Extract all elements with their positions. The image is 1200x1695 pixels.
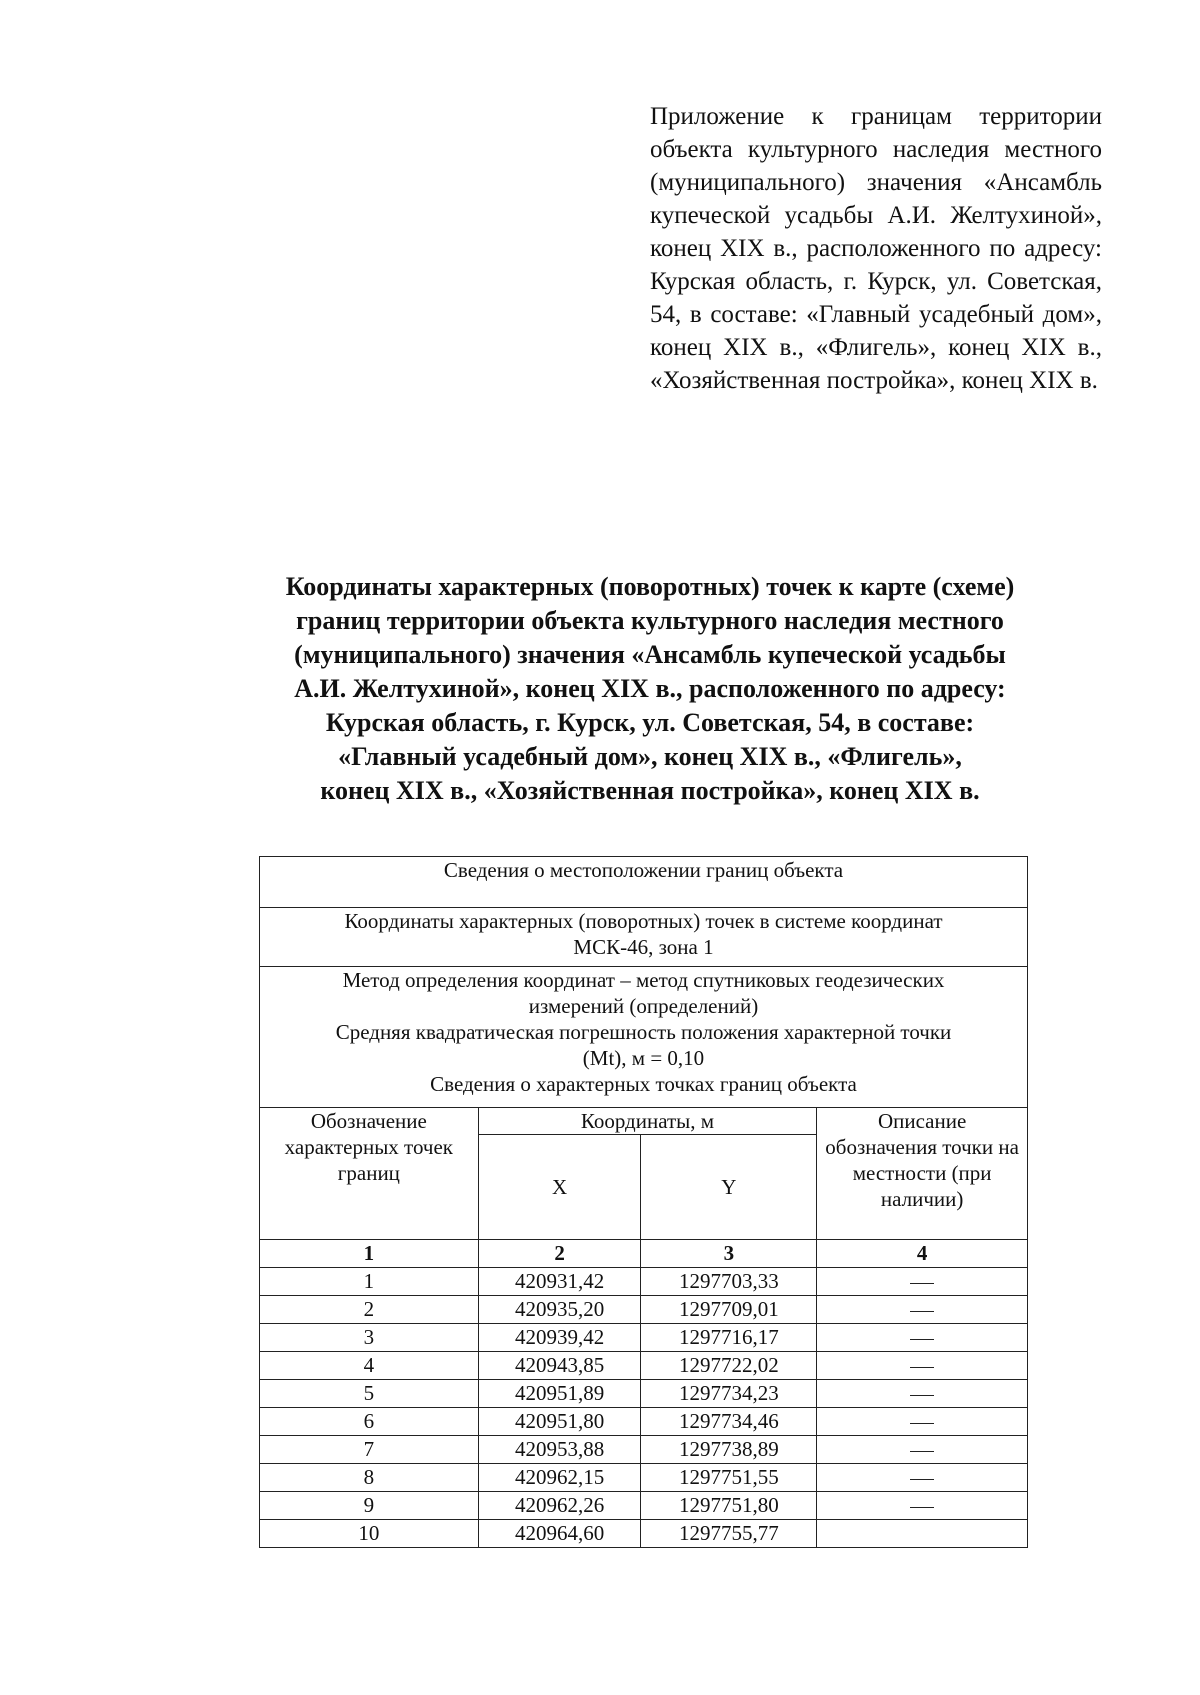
dash-mark — [910, 1283, 934, 1284]
col-x: X — [478, 1135, 641, 1240]
cell-n: 1 — [260, 1268, 479, 1296]
cell-n: 7 — [260, 1436, 479, 1464]
table-row — [260, 1408, 1028, 1436]
cell-x: 420951,89 — [478, 1380, 641, 1408]
dash-mark — [910, 1451, 934, 1452]
header-method — [260, 967, 1028, 1108]
cell-x: 420953,88 — [478, 1436, 641, 1464]
cell-y: 1297734,46 — [641, 1408, 817, 1436]
cell-y: 1297703,33 — [641, 1268, 817, 1296]
cell-x: 420935,20 — [478, 1296, 641, 1324]
cell-x: 420964,60 — [478, 1520, 641, 1548]
cell-n: 4 — [260, 1352, 479, 1380]
table-row — [260, 1268, 1028, 1296]
cell-x: 420962,15 — [478, 1464, 641, 1492]
cell-y: 1297755,77 — [641, 1520, 817, 1548]
dash-mark — [910, 1311, 934, 1312]
cell-description — [817, 1380, 1028, 1408]
title-line: (муниципального) значения «Ансамбль купеческой усадьбы — [294, 640, 1006, 669]
col-description: Описание обозначения точки на местности (при наличии) — [817, 1108, 1028, 1240]
header-method-line: измерений (определений) — [528, 994, 759, 1018]
cell-y: 1297751,55 — [641, 1464, 817, 1492]
dash-mark — [910, 1395, 934, 1396]
header-points-info: Сведения о характерных точках границ объекта — [430, 1072, 857, 1096]
cell-description — [817, 1296, 1028, 1324]
header-accuracy-line: Средняя квадратическая погрешность положения характерной точки — [335, 1020, 952, 1044]
col-point-name: Обозначение характерных точек границ — [260, 1108, 479, 1240]
title-line: Координаты характерных (поворотных) точек к карте (схеме) — [285, 572, 1015, 601]
cell-n: 10 — [260, 1520, 479, 1548]
cell-description — [817, 1464, 1028, 1492]
cell-x: 420943,85 — [478, 1352, 641, 1380]
col-number: 3 — [641, 1240, 817, 1268]
cell-y: 1297751,80 — [641, 1492, 817, 1520]
cell-description — [817, 1520, 1028, 1548]
header-accuracy-line: (Mt), м = 0,10 — [582, 1046, 705, 1070]
col-y: Y — [641, 1135, 817, 1240]
cell-y: 1297738,89 — [641, 1436, 817, 1464]
table-row — [260, 1436, 1028, 1464]
header-method-line: Метод определения координат – метод спутниковых геодезических — [342, 968, 945, 992]
cell-x: 420962,26 — [478, 1492, 641, 1520]
table-row — [260, 1352, 1028, 1380]
header-coordinate-system — [260, 908, 1028, 967]
cell-description — [817, 1408, 1028, 1436]
cell-description — [817, 1436, 1028, 1464]
table-row — [260, 1464, 1028, 1492]
table-row — [260, 1492, 1028, 1520]
col-number: 4 — [817, 1240, 1028, 1268]
cell-description — [817, 1324, 1028, 1352]
cell-n: 8 — [260, 1464, 479, 1492]
cell-n: 3 — [260, 1324, 479, 1352]
col-number: 2 — [478, 1240, 641, 1268]
cell-x: 420951,80 — [478, 1408, 641, 1436]
dash-mark — [910, 1367, 934, 1368]
header-coordinate-system-line: Координаты характерных (поворотных) точек в системе координат — [344, 909, 943, 933]
table-row — [260, 1520, 1028, 1548]
col-coordinates: Координаты, м — [478, 1108, 817, 1135]
title-line: Курская область, г. Курск, ул. Советская, 54, в составе: — [325, 708, 975, 737]
col-number: 1 — [260, 1240, 479, 1268]
header-coordinate-system-line: МСК-46, зона 1 — [573, 935, 714, 959]
cell-n: 2 — [260, 1296, 479, 1324]
dash-mark — [910, 1507, 934, 1508]
cell-x: 420931,42 — [478, 1268, 641, 1296]
cell-n: 9 — [260, 1492, 479, 1520]
table-row — [260, 1296, 1028, 1324]
dash-mark — [910, 1479, 934, 1480]
dash-mark — [910, 1339, 934, 1340]
table-row — [260, 1380, 1028, 1408]
dash-mark — [910, 1423, 934, 1424]
cell-y: 1297722,02 — [641, 1352, 817, 1380]
title-line: границ территории объекта культурного наследия местного — [296, 606, 1004, 635]
title-line: конец XIX в., «Хозяйственная постройка», конец XIX в. — [320, 776, 980, 805]
cell-n: 5 — [260, 1380, 479, 1408]
cell-y: 1297734,23 — [641, 1380, 817, 1408]
cell-y: 1297709,01 — [641, 1296, 817, 1324]
header-location-info: Сведения о местоположении границ объекта — [260, 857, 1028, 908]
title-line: А.И. Желтухиной», конец XIX в., расположенного по адресу: — [294, 674, 1006, 703]
cell-description — [817, 1352, 1028, 1380]
document-title — [200, 570, 1100, 808]
title-line: «Главный усадебный дом», конец XIX в., «Флигель», — [338, 742, 962, 771]
cell-n: 6 — [260, 1408, 479, 1436]
cell-description — [817, 1492, 1028, 1520]
coordinates-table — [259, 856, 1028, 1548]
cell-description — [817, 1268, 1028, 1296]
cell-x: 420939,42 — [478, 1324, 641, 1352]
cell-y: 1297716,17 — [641, 1324, 817, 1352]
table-row — [260, 1324, 1028, 1352]
annex-note: Приложение к границам территории объекта культурного наследия местного (муниципального) значения «Ансамбль купеческой усадьбы А.И. Желтухиной», конец XIX в., расположенного по адресу: Курская область, г. Курск, ул. Советская, 54, в составе: «Главный усадебный дом», конец XIX в., «Флигель», конец XIX в., «Хозяйственная постройка», конец XIX в. — [650, 103, 1102, 394]
